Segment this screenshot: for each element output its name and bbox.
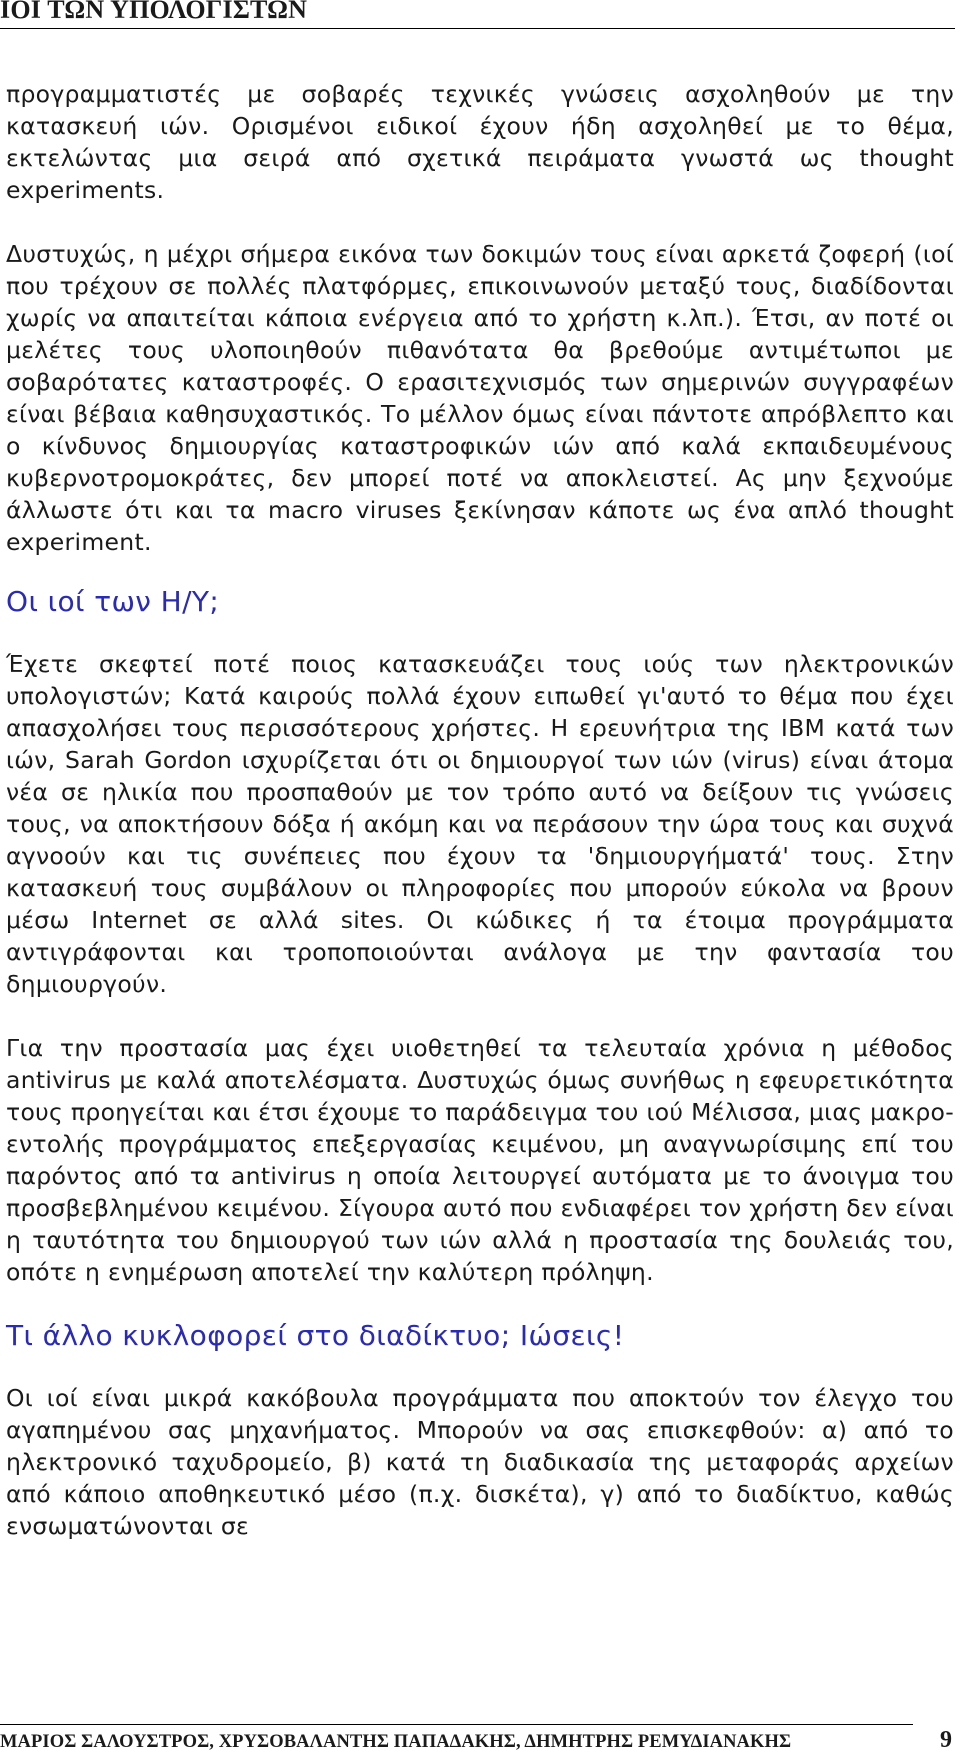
paragraph-virus-definition: Οι ιοί είναι μικρά κακόβουλα προγράμματα που αποκτούν τον έλεγχο του αγαπημένου σας μηχανήματος. Μπορούν να σας επισκεφθούν: α) από το ηλεκτρονικό ταχυδρομείο, β) κατά τη διαδικασία της μεταφοράς αρχείων από κάποιο αποθηκευτικό μέσο (π.χ. δισκέτα), γ) από το διαδίκτυο, καθώς ενσωματώνονται σε (6, 1384, 954, 1540)
running-header: ΙΟΙ ΤΩΝ ΥΠΟΛΟΓΙΣΤΩΝ (0, 0, 955, 29)
paragraph-thought-experiments: προγραμματιστές με σοβαρές τεχνικές γνώσεις ασχοληθούν με την κατασκευή ιών. Ορισμένοι ειδικοί έχουν ήδη ασχοληθεί με το θέμα, εκτελώντας μια σειρά από σχετικά πειράματα γνωστά ως thought experiments. (6, 80, 954, 204)
paragraph-virus-creators: Έχετε σκεφτεί ποτέ ποιος κατασκευάζει τους ιούς των ηλεκτρονικών υπολογιστών; Κατά καιρούς πολλά έχουν ειπωθεί γι'αυτό το θέμα που έχει απασχολήσει τους περισσότερους χρήστες. Η ερευνήτρια της IBM κατά των ιών, Sarah Gordon ισχυρίζεται ότι οι δημιουργοί των ιών (virus) είναι άτομα νέα σε ηλικία που προσπαθούν με τον τρόπο αυτό να δείξουν τις γνώσεις τους, να αποκτήσουν δόξα ή ακόμη και να περάσουν την ώρα τους και συχνά αγνοούν και τις συνέπειες που έχουν τα 'δημιουργήματά' τους. Στην κατασκευή τους συμβάλουν οι πληροφορίες που μπορούν εύκολα να βρουν μέσω Internet σε αλλά sites. Οι κώδικες ή τα έτοιμα προγράμματα αντιγράφονται και τροποποιούνται ανάλογα με την φαντασία του δημιουργούν. (6, 650, 954, 998)
page-number: 9 (940, 1727, 952, 1753)
paragraph-test-results: Δυστυχώς, η μέχρι σήμερα εικόνα των δοκιμών τους είναι αρκετά ζοφερή (ιοί που τρέχουν σε πολλές πλατφόρμες, επικοινωνούν μεταξύ τους, διαδίδονται χωρίς να απαιτείται κάποια ενέργεια από το χρήστη κ.λπ.). Έτσι, αν ποτέ οι μελέτες τους υλοποιηθούν πιθανότατα θα βρεθούμε αντιμέτωποι με σοβαρότατες καταστροφές. Ο ερασιτεχνισμός των σημερινών συγγραφέων είναι βέβαια καθησυχαστικός. Το μέλλον όμως είναι πάντοτε απρόβλεπτο και ο κίνδυνος δημιουργίας καταστροφικών ιών από καλά εκπαιδευμένους κυβερνοτρομοκράτες, δεν μπορεί ποτέ να αποκλειστεί. Ας μην ξεχνούμε άλλωστε ότι και τα macro viruses ξεκίνησαν κάποτε ως ένα απλό thought experiment. (6, 240, 954, 556)
footer-authors: ΜΑΡΙΟΣ ΣΑΛΟΥΣΤΡΟΣ, ΧΡΥΣΟΒΑΛΑΝΤΗΣ ΠΑΠΑΔΑΚΗΣ, ΔΗΜΗΤΡΗΣ ΡΕΜΥΔΙΑΝΑΚΗΣ (0, 1732, 792, 1752)
page-body (6, 78, 954, 1542)
footer-divider (0, 1724, 913, 1725)
section-heading-internet-infections: Τι άλλο κυκλοφορεί στο διαδίκτυο; Ιώσεις! (6, 1319, 625, 1352)
section-heading-pc-viruses: Οι ιοί των Η/Υ; (6, 585, 220, 618)
paragraph-antivirus-protection: Για την προστασία μας έχει υιοθετηθεί τα τελευταία χρόνια η μέθοδος antivirus με καλά αποτελέσματα. Δυστυχώς όμως συνήθως η εφευρετικότητα τους προηγείται και έτσι έχουμε το παράδειγμα του ιού Μέλισσα, μιας μακρο-εντολής προγράμματος επεξεργασίας κειμένου, μη αναγνωρίσιμης επί του παρόντος από τα antivirus η οποία λειτουργεί αυτόματα με το άνοιγμα του προσβεβλημένου κειμένου. Σίγουρα αυτό που ενδιαφέρει τον χρήστη δεν είναι η ταυτότητα του δημιουργού των ιών αλλά η προστασία της δουλειάς του, οπότε η ενημέρωση αποτελεί την καλύτερη πρόληψη. (6, 1034, 954, 1286)
